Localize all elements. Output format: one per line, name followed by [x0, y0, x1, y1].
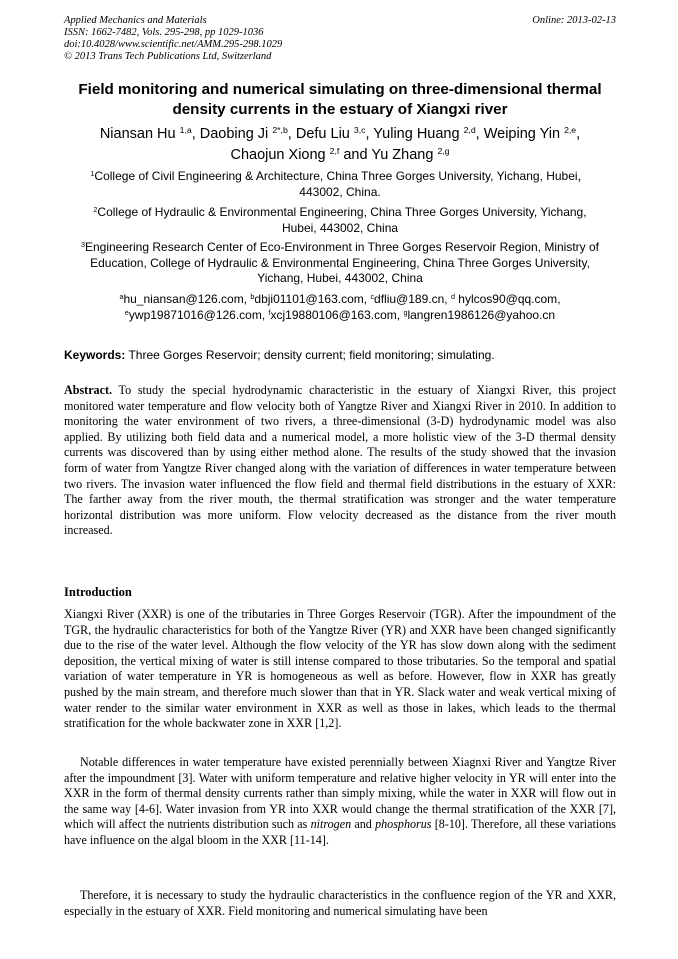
affiliation-1: [64, 169, 616, 200]
affiliation-line: [64, 240, 616, 256]
email-link: langren1986126@yahoo.cn: [407, 307, 556, 322]
online-date: Online: 2013-02-13: [532, 15, 616, 26]
author-separator: ,: [475, 126, 484, 142]
author-sup: 3,c: [353, 125, 366, 136]
journal-header: [64, 15, 616, 63]
affiliation-2: [64, 205, 616, 236]
email-sup: f: [268, 307, 271, 317]
author-separator: ,: [191, 126, 200, 142]
intro-paragraph-3: Therefore, it is necessary to study the hydraulic characteristics in the confluence region of the YR and XXR, especially in the estuary of XXR. Field monitoring and numerical simulating have been: [64, 888, 616, 918]
author-line-2: [60, 145, 620, 166]
author-name: Yu Zhang: [371, 147, 434, 163]
keywords-text: Three Gorges Reservoir; density current; field monitoring; simulating.: [125, 348, 495, 362]
email-link: hylcos90@qq.com: [458, 292, 558, 306]
author-sup: 2,e: [564, 125, 577, 136]
affiliation-sup: 3: [80, 240, 85, 250]
author-sup: 2,f: [329, 146, 340, 157]
affiliation-text: Hubei, 443002, China: [281, 220, 399, 235]
email-link: dfliu@189.cn: [374, 292, 445, 306]
affiliation-text: 443002, China.: [299, 184, 381, 199]
affiliation-sup: 1: [90, 169, 95, 179]
intro-paragraph-1: Xiangxi River (XXR) is one of the tributaries in Three Gorges Reservoir (TGR). After the impoundment of the TGR, the hydraulic characteristics for both of the Yangtze River (YR) and XXR have been changed significantly due to the rise of the water level. Although the flow velocity of the YR has slow down along with the sediment deposition, the vertical mixing of water is still intense compared to those tributaries. So the temporal and spatial variation of water temperature in YR is homogeneous as well as before. However, flow in XXR has greatly pushed by the main stream, and therefore much slower than that in YR. Slack water and weak vertical mixing of water render to the similar water environment in XXR as well as those in lakes, which leads to the thermal stratification for the whole backwater zone in XXR [1,2].: [64, 607, 616, 731]
email-link: xcj19880106@163.com: [270, 307, 397, 322]
author-separator: ,: [287, 126, 296, 142]
author-line-1: [60, 124, 620, 145]
author-name: Chaojun Xiong: [230, 147, 326, 163]
affiliation-text: College of Civil Engineering & Architecture, China Three Gorges University, Yichang, Hubei，: [94, 169, 590, 183]
doi-line: doi:10.4028/www.scientific.net/AMM.295-298.1029: [64, 39, 283, 50]
author-sup: 2,g: [437, 146, 450, 157]
author-emails: [64, 292, 616, 323]
affiliation-text: Engineering Research Center of Eco-Environment in Three Gorges Reservoir Region, Ministry of: [84, 240, 599, 254]
affiliation-3: [64, 240, 616, 287]
author-and: and: [339, 147, 372, 163]
abstract-label: Abstract.: [64, 383, 113, 397]
email-sup: c: [370, 292, 375, 302]
abstract: [64, 383, 616, 539]
author-sup: 2*,b: [272, 125, 288, 136]
author-sup: 2,d: [463, 125, 476, 136]
author-name: Daobing Ji: [199, 126, 269, 142]
paper-title: [60, 80, 620, 120]
affiliation-sup: 2: [93, 205, 98, 215]
author-separator: ,: [576, 126, 581, 142]
author-name: Defu Liu: [295, 126, 350, 142]
email-link: hu_niansan@126.com: [123, 292, 244, 306]
author-name: Yuling Huang: [373, 126, 460, 142]
author-name: Weiping Yin: [483, 126, 561, 142]
paragraph-text: [8-10]. Therefore, all these variations have influence on the algal bloom in the XXR [11-14].: [64, 817, 616, 847]
abstract-text: To study the special hydrodynamic characteristic in the estuary of Xiangxi River, this project monitored water temperature and flow velocity both of Yangtze River and Xiangxi River in 2010. In addition to monitoring the water environment of two rivers, a three-dimensional (3-D) hydrodynamic model was also applied. By utilizing both field data and a numerical model, a more holistic view of the 3-D thermal density currents was discovered than by using either method alone. The results of the study showed that the invasion form of water from Yangtze River changed along with the variation of differences in water temperature between two rivers. The invasion water influenced the flow field and thermal field distributions in the estuary of XXR: The farther away from the river mouth, the thermal stratification was stronger and the water temperature horizontal distribution was more uniform. Flow velocity decreased as the distance from the river mouth increased.: [64, 383, 616, 538]
author-separator: ,: [365, 126, 374, 142]
author-sup: 1,a: [179, 125, 192, 136]
email-link: ywp19871016@126.com: [128, 307, 262, 322]
title-line-2: density currents in the estuary of Xiangxi river: [172, 101, 508, 118]
affiliation-text: Yichang, Hubei, 443002, China: [257, 271, 423, 286]
section-heading-introduction: Introduction: [64, 585, 132, 599]
affiliation-line: [64, 169, 616, 185]
issn-line: ISSN: 1662-7482, Vols. 295-298, pp 1029-1036: [64, 27, 264, 38]
email-line-2: $^e$ywp19871016@126.com, $^f$xcj19880106@163.com, $^g$langren1986126@yahoo.cn: [124, 307, 556, 322]
term-phosphorus: phosphorus: [375, 817, 432, 832]
title-line-1: Field monitoring and numerical simulating on three-dimensional thermal: [78, 81, 602, 98]
paragraph-text: Notable differences in water temperature have existed perennially between Xiagnxi River and Yangtze River after the impoundment [3]. Water with uniform temperature and relative higher velocity in YR will enter into the XXR in the form of thermal density currents rather than simply mixing, while the water in XXR will flow out in the same way [4-6]. Water invasion from YR into XXR would change the thermal stratification of the XXR [7], which will affect the nutrients distribution such as: [64, 755, 616, 832]
email-sup: b: [250, 292, 255, 302]
author-list: [60, 124, 620, 166]
journal-name: Applied Mechanics and Materials: [64, 15, 207, 26]
copyright-line: © 2013 Trans Tech Publications Ltd, Switzerland: [64, 51, 272, 62]
email-sup: e: [124, 307, 129, 317]
keywords-label: Keywords:: [64, 348, 126, 362]
email-link: dbji01101@163.com: [254, 292, 364, 306]
affiliation-text: College of Hydraulic & Environmental Engineering, China Three Gorges University, Yichang,: [97, 205, 587, 219]
author-name: Niansan Hu: [99, 126, 176, 142]
paragraph-text: and: [351, 817, 376, 832]
email-sup: a: [119, 292, 124, 302]
keywords: [64, 348, 616, 363]
email-sup: d: [450, 292, 455, 302]
email-line-1: $^a$hu_niansan@126.com, $^b$dbji01101@163.com, $^c$dfliu@189.cn, $^d$ hylcos90@qq.com,: [119, 292, 561, 306]
affiliation-text: Education, College of Hydraulic & Environmental Engineering, China Three Gorges University,: [90, 255, 590, 270]
intro-paragraph-2: [64, 755, 616, 849]
email-sup: g: [403, 307, 408, 317]
affiliation-line: [64, 205, 616, 221]
term-nitrogen: nitrogen: [310, 817, 352, 832]
